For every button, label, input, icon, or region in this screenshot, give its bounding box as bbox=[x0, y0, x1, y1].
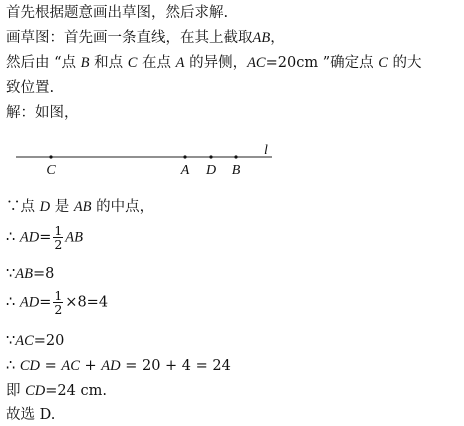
sol7-rest: =24 cm. bbox=[45, 383, 107, 399]
intro-text-3i: =20cm ”确定点 bbox=[265, 55, 374, 71]
sol5-var: AC bbox=[15, 333, 34, 349]
sol8-text: 故选 D. bbox=[6, 407, 56, 423]
intro-var-c: C bbox=[127, 55, 138, 71]
solution-line-6 bbox=[6, 357, 231, 375]
sol7-var: CD bbox=[25, 383, 46, 399]
sol3-var: AB bbox=[15, 266, 33, 282]
points-group bbox=[46, 155, 240, 178]
sol4-prefix: ∴ bbox=[6, 294, 16, 311]
sol6-eq1: = bbox=[40, 358, 62, 374]
sol4-rest: ×8=4 bbox=[65, 294, 109, 311]
line-label-l: l bbox=[264, 143, 268, 158]
sol2-eq: = bbox=[39, 229, 52, 246]
intro-text-3g: 的异侧， bbox=[189, 55, 248, 71]
sol5-prefix: ∵ bbox=[6, 333, 16, 349]
intro-var-b: B bbox=[80, 55, 90, 71]
sol5-rest: =20 bbox=[33, 333, 65, 349]
intro-text-1: 首先根据题意画出草图，然后求解. bbox=[6, 5, 229, 21]
intro-var-ab: AB bbox=[252, 30, 271, 46]
sol1-prefix: ∵点 bbox=[6, 199, 35, 215]
intro-text-3k: 的大 bbox=[392, 55, 422, 71]
intro-line-5 bbox=[6, 104, 79, 122]
sol4-lhs: AD bbox=[19, 294, 40, 311]
solution-line-3 bbox=[6, 265, 54, 283]
sol2-fraction bbox=[53, 224, 63, 251]
sol4-num: 1 bbox=[54, 288, 63, 303]
intro-line-1 bbox=[6, 4, 228, 22]
intro-line-2 bbox=[6, 29, 285, 47]
solution-line-8 bbox=[6, 406, 55, 424]
intro-var-a: A bbox=[175, 55, 185, 71]
intro-text-3e: 在点 bbox=[142, 55, 171, 71]
intro-text-2a: 画草图：首先画一条直线，在其上截取 bbox=[6, 30, 253, 46]
sol6-ad: AD bbox=[101, 358, 121, 374]
intro-text-3c: 和点 bbox=[94, 55, 124, 71]
sol6-plus: + bbox=[79, 358, 102, 374]
sol4-fraction bbox=[53, 289, 63, 316]
point-a-label: A bbox=[180, 163, 190, 178]
intro-text-5: 解：如图， bbox=[6, 105, 79, 121]
sol3-rest: =8 bbox=[32, 266, 55, 282]
sol2-rhs: AB bbox=[65, 229, 84, 246]
sol1-suffix: 的中点， bbox=[96, 199, 155, 215]
line-diagram bbox=[0, 140, 464, 190]
sol4-den: 2 bbox=[54, 302, 63, 317]
sol1-var-d: D bbox=[39, 199, 51, 215]
sol6-prefix: ∴ bbox=[6, 358, 16, 374]
sol2-den: 2 bbox=[54, 237, 63, 252]
point-b-label: B bbox=[231, 163, 241, 178]
intro-text-2b: ， bbox=[270, 30, 285, 46]
point-d-label: D bbox=[205, 163, 217, 178]
intro-text-4: 致位置. bbox=[6, 80, 55, 96]
solution-line-1 bbox=[6, 198, 154, 216]
sol3-prefix: ∵ bbox=[6, 266, 16, 282]
sol6-rest: = 20 + 4 = 24 bbox=[120, 358, 231, 374]
point-c-label: C bbox=[46, 163, 56, 178]
point-c-dot bbox=[49, 155, 52, 158]
sol2-num: 1 bbox=[54, 223, 63, 238]
point-d-dot bbox=[209, 155, 212, 158]
point-b-dot bbox=[234, 155, 237, 158]
solution-line-7 bbox=[6, 382, 107, 400]
sol2-prefix: ∴ bbox=[6, 229, 16, 246]
intro-var-c2: C bbox=[378, 55, 388, 71]
sol6-cd: CD bbox=[19, 358, 40, 374]
solution-line-2 bbox=[6, 224, 83, 251]
point-a-dot bbox=[183, 155, 186, 158]
sol1-mid: 是 bbox=[54, 199, 70, 215]
sol4-eq: = bbox=[39, 294, 52, 311]
solution-line-5 bbox=[6, 332, 64, 350]
sol1-var-ab: AB bbox=[73, 199, 92, 215]
intro-text-3a: 然后由 “点 bbox=[6, 55, 77, 71]
intro-line-3 bbox=[6, 54, 422, 72]
sol7-prefix: 即 bbox=[6, 383, 21, 399]
intro-var-ac: AC bbox=[247, 55, 266, 71]
intro-line-4 bbox=[6, 79, 54, 97]
sol2-lhs: AD bbox=[19, 229, 40, 246]
sol6-ac: AC bbox=[61, 358, 80, 374]
solution-line-4 bbox=[6, 289, 108, 316]
